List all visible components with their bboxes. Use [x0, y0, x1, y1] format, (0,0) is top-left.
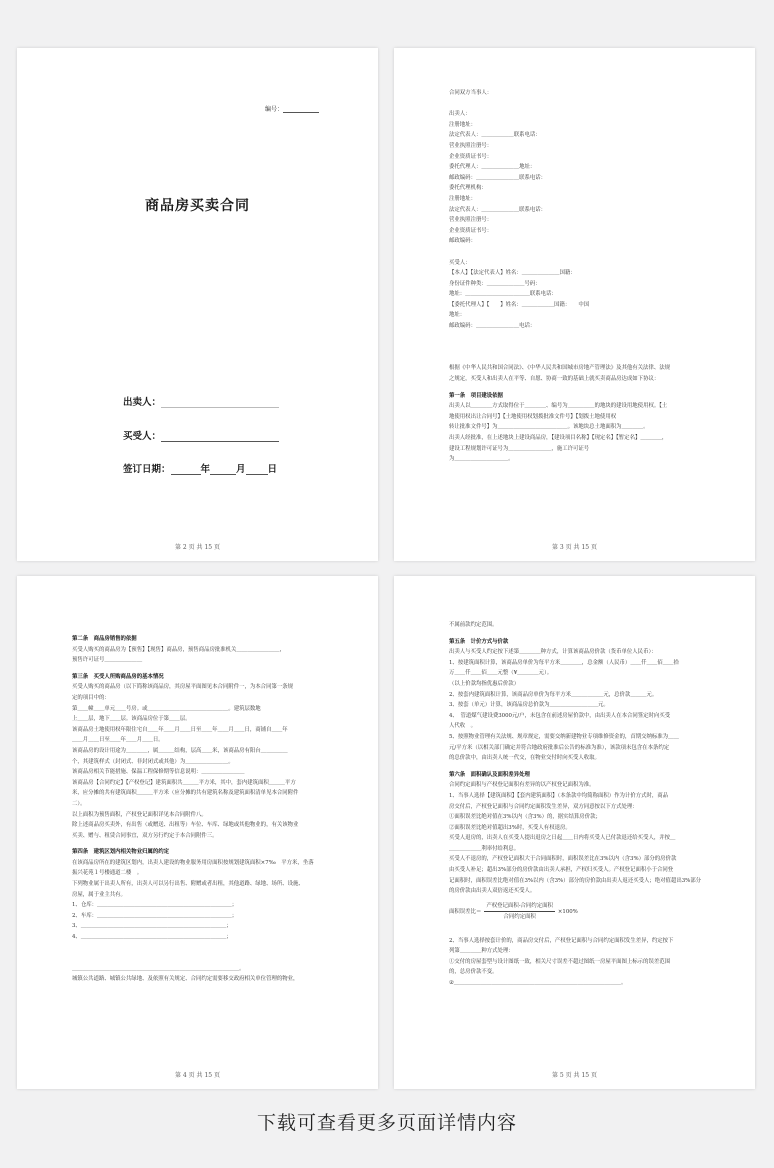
text-line: 二）。: [72, 800, 86, 807]
text-line: 人代收 。: [449, 723, 476, 730]
text-line: [449, 332, 705, 343]
page-number: 第 2 页 共 15 页: [175, 544, 220, 551]
text-line: [72, 953, 328, 964]
text-line: 为＿＿＿＿＿＿＿＿＿＿。: [449, 456, 514, 463]
text-line: [449, 342, 705, 353]
download-caption: 下载可查看更多页面详情内容: [256, 1112, 517, 1134]
text-line: 房交付后，产权登记面积与合同约定面积发生差异，双方同意按以下方式处理：: [449, 803, 638, 810]
text-line: ＿＿＿＿＿＿＿＿＿＿＿＿＿＿＿＿＿＿＿＿＿＿＿＿＿＿＿＿＿＿＿。: [72, 965, 245, 972]
text-line: 委托代理人：＿＿＿＿＿＿＿地址：: [449, 164, 536, 171]
contract-page-4: [17, 576, 378, 1089]
text-line: 【委托代理人】【 】姓名：＿＿＿＿＿＿国籍： 中国: [449, 301, 590, 308]
text-line: 该商品房的设计用途为＿＿＿＿，属＿＿＿结构，层高＿＿米，该商品房有阳台＿＿＿＿＿: [72, 747, 288, 754]
text-line: 地址：: [449, 312, 466, 319]
buyer-label: 买受人：: [123, 431, 162, 442]
text-line: ＿＿＿＿＿＿利率付给利息。: [449, 845, 520, 852]
text-line: 之规定，买受人和出卖人在平等、自愿、协商一致的基础上就买卖商品房达成如下协议：: [449, 376, 660, 383]
text-line: 的总价款中，由出卖人统一代交，在物业交付时向买受人收取。: [449, 755, 600, 762]
text-line: [449, 353, 705, 364]
text-line: 1、当事人选择【建筑面积】【套内建筑面积】（本条款中均简称面积）作为计价方式时，商品: [449, 792, 669, 799]
area-error-formula: 面积误差比＝ $\frac{\text{产权登记面积-合同约定面积}}{\text{合同约定面积}}$ ×100%: [449, 902, 578, 921]
text-line: 营业执照注册号：: [449, 142, 493, 149]
text-line: 法定代表人：＿＿＿＿＿＿联系电话：: [449, 132, 541, 139]
section-heading: 第三条 买受人所购商品房的基本情况: [72, 673, 164, 680]
text-line: 振兴花苑１号楼通道二楼 。: [72, 870, 143, 877]
text-line: 5、按照物业管理有关法规、规章规定，需要交纳新建物业专项维修资金的，首期交纳标准为＿＿: [449, 733, 679, 740]
text-line: 以上面积为预售面积，产权登记面积详见本合同附件八。: [72, 811, 207, 818]
text-line: [72, 943, 328, 954]
text-line: ＿＿月＿＿日至＿＿年＿＿月＿＿日。: [72, 737, 164, 744]
text-line: 出卖人以＿＿＿＿方式取得位于＿＿＿＿、编号为＿＿＿＿＿的地块的建设用地使用权。【土: [449, 403, 668, 410]
text-line: 2、当事人选择按套计价的，商品房交付后，产权登记面积与合同约定面积发生差异，约定按下: [449, 937, 674, 944]
text-line: 【本人】【法定代表人】姓名：＿＿＿＿＿＿＿国籍：: [449, 270, 576, 277]
text-line: 邮政编码：＿＿＿＿＿＿＿＿电话：: [449, 323, 536, 330]
text-line: 注册地址：: [449, 195, 476, 202]
text-line: 该商品房【合同约定】【产权登记】建筑面积共＿＿＿平方米，其中，套内建筑面积＿＿＿平方: [72, 779, 296, 786]
text-line: 买受人不退房的，产权登记面积大于合同面积时，面积误差比在3%以内（含3%）部分的房价款: [449, 856, 677, 863]
buyer-blank: [161, 432, 279, 442]
text-line: 房屋，属于业主共有。: [72, 891, 126, 898]
text-line: 下列物业属于出卖人所有，出卖人可以另行出售、附赠或者出租，其他道路、绿地、场所、设施、: [72, 881, 304, 888]
text-line: 由买受人补足；超出3%部分的房价款由出卖人承担，产权归买受人。产权登记面积小于合同登: [449, 867, 674, 874]
text-line: 3、＿＿＿＿＿＿＿＿＿＿＿＿＿＿＿＿＿＿＿＿＿＿＿＿＿＿＿；: [72, 923, 232, 930]
text-line: 法定代表人：＿＿＿＿＿＿＿联系电话：: [449, 206, 547, 213]
text-line: 企业资质证书号：: [449, 227, 493, 234]
page-body: [449, 88, 705, 465]
text-line: 在该商品房所在的建筑区划内，出卖人建设的物业服务用房面积按规划建筑面积×7‰ 平方米，坐落: [72, 859, 314, 866]
text-line: [449, 99, 705, 110]
page-number: 第 5 页 共 15 页: [552, 1072, 597, 1079]
text-line: ②面积误差比绝对值超出3%时，买受人有权退房。: [449, 824, 571, 831]
text-line: 买受人：: [449, 259, 471, 266]
page-number: 第 3 页 共 15 页: [552, 544, 597, 551]
intro-line: 不属前款约定范围。: [449, 622, 498, 628]
section-heading: 第六条 面积确认及面积差异处理: [449, 771, 530, 778]
text-line: 合同约定面积与产权登记面积有差异的以产权登记面积为准。: [449, 782, 595, 789]
text-line: 出卖人：: [449, 111, 471, 118]
text-line: 的房价款由出卖人双倍返还买受人。: [449, 888, 536, 895]
text-line: 4、＿＿＿＿＿＿＿＿＿＿＿＿＿＿＿＿＿＿＿＿＿＿＿＿＿＿＿；: [72, 934, 232, 941]
seller-label: 出卖人：: [123, 397, 162, 408]
text-line: 该商品房相关节能措施、保温工程保修期等信息说明：＿＿＿＿＿＿＿＿: [72, 769, 245, 776]
text-line: 该商品房土地使用权年限住宅自＿＿年＿＿月＿＿日至＿＿年＿＿月＿＿日，商铺自＿＿年: [72, 726, 288, 733]
section-heading: 第一条 项目建设依据: [449, 392, 503, 399]
page-number: 第 4 页 共 15 页: [175, 1072, 220, 1079]
text-line: 4、 管道煤气建设费3000元/户，未包含在前述房屋价款中，由出卖人在本合同签定时向买受: [449, 712, 671, 719]
text-line: 买受人购买的商品房为【预售】【现售】商品房，预售商品房批准机关＿＿＿＿＿＿＿＿，: [72, 646, 285, 653]
text-line: 企业资质证书号：: [449, 153, 493, 160]
text-line: 2、按套内建筑面积计算，该商品房单价为每平方米＿＿＿＿＿＿元，总价款＿＿＿元。: [449, 691, 658, 698]
text-line: 建设工程规划许可证号为＿＿＿＿＿＿＿＿，施工许可证号: [449, 445, 590, 452]
text-line: 买受人退房的，出卖人在买受人提出退房之日起＿＿日内将买受人已付款退还给买受人，并按＿: [449, 835, 676, 842]
text-line: 营业执照注册号：: [449, 217, 493, 224]
text-line: [449, 247, 705, 258]
text-line: 3、按套（单元）计算，该商品房总价款为＿＿＿＿＿＿＿＿＿元。: [449, 702, 609, 709]
text-line: 2、车库：＿＿＿＿＿＿＿＿＿＿＿＿＿＿＿＿＿＿＿＿＿＿＿＿＿；: [72, 912, 238, 919]
contract-title: 商品房买卖合同: [145, 198, 250, 214]
text-line: 定的项目中的：: [72, 694, 110, 701]
text-line: 上＿＿层，地下＿＿层。该商品房位于第＿＿层。: [72, 716, 191, 723]
sign-date-field: 签订日期： 年 月 日: [123, 464, 278, 475]
text-line: 个，其建筑样式（封闭式、非封闭式或其他）为＿＿＿＿＿＿＿＿。: [72, 758, 234, 765]
section-heading: 第二条 商品房销售的依据: [72, 636, 137, 642]
text-line: ②＿＿＿＿＿＿＿＿＿＿＿＿＿＿＿＿＿＿＿＿＿＿＿＿＿＿＿＿＿＿＿。: [449, 980, 627, 986]
text-line: 城镇公共道路、城镇公共绿地、及依照有关规定、合同约定需要移交政府相关单位管理的物业，: [72, 976, 299, 983]
text-line: 注册地址：: [449, 121, 476, 128]
serial-number-field: [265, 104, 319, 113]
text-line: （以上价款均指优惠后价款）: [449, 680, 520, 687]
text-line: 邮政编码：＿＿＿＿＿＿＿＿联系电话：: [449, 174, 547, 181]
text-line: 第＿＿幢＿＿单元＿＿号房。或＿＿＿＿＿＿＿＿＿＿＿＿＿＿＿。建筑层数地: [72, 705, 261, 712]
text-line: 根据《中华人民共和国合同法》、《中华人民共和国城市房地产管理法》及其他有关法律、法规: [449, 365, 671, 372]
serial-blank: [283, 105, 319, 113]
text-line: 地使用权出让合同号】【土地使用权划拨批准文件号】【划拨土地使用权: [449, 413, 617, 420]
text-line: 米，应分摊的共有建筑面积＿＿＿平方米（应分摊的共有建筑名称及建筑面积清单见本合同附件: [72, 790, 299, 797]
text-line: ①面积误差比绝对值在3%以内（含3%）的，据实结算房价款；: [449, 814, 601, 821]
text-line: 委托代理机构：: [449, 185, 487, 192]
text-line: 转让批准文件号】为＿＿＿＿＿＿＿＿＿＿＿＿＿。该地块总土地面积为＿＿＿＿。: [449, 424, 649, 431]
seller-blank: [161, 398, 279, 408]
text-line: 买受人购买的商品房（以下简称该商品房，其房屋平面图见本合同附件一，为本合同第一条规: [72, 684, 294, 691]
date-label: 签订日期：: [123, 464, 171, 475]
text-line: 的，总房价款不变。: [449, 969, 498, 976]
text-line: 除上述商品房买卖外，有出售（或赠送、出租等）车位、车库、绿地或其他物业的，有关该物业: [72, 822, 299, 829]
text-line: 记面积时，面积误差比绝对值在3%以内（含3%）部分的房价款由出卖人返还买受人；绝对值超出3%部分: [449, 877, 702, 884]
text-line: 元/平方米（以相关部门确定并符合地政府批准后公告的标准为准），该款项未包含在本条约定: [449, 744, 670, 751]
serial-label: 编号：: [265, 106, 284, 113]
text-line: 邮政编码：: [449, 238, 476, 245]
text-line: 预售许可证号＿＿＿＿＿＿＿: [72, 657, 143, 664]
text-line: 地址：＿＿＿＿＿＿＿＿＿＿＿＿联系电话：: [449, 291, 557, 298]
text-line: 买卖、赠与、租赁合同事宜，双方另行约定于本合同附件三。: [72, 832, 218, 839]
section-heading: 第四条 建筑区划内相关物业归属的约定: [72, 849, 170, 856]
contract-page-5: [394, 576, 755, 1089]
page-body: [449, 620, 705, 989]
section-heading: 第五条 计价方式与价款: [449, 638, 509, 645]
text-line: 出卖人经批准，在上述地块上建设商品房，【建设项目名称】【现定名】【暂定名】＿＿＿＿，: [449, 435, 668, 441]
buyer-field: [123, 428, 279, 442]
text-line: ①交付的房屋套型与设计图纸一致，相关尺寸误差不超过图纸一房屋平面图上标示的误差范围: [449, 958, 671, 965]
contract-page-3: [394, 48, 755, 561]
text-line: 合同双方当事人：: [449, 90, 493, 96]
text-line: 万＿＿仟＿＿佰＿＿元整（¥＿＿＿＿元）。: [449, 670, 553, 677]
text-line: 列第＿＿＿＿种方式处理：: [449, 948, 514, 955]
text-line: 身份证件种类：＿＿＿＿＿＿＿号码：: [449, 280, 541, 287]
text-line: [449, 925, 705, 936]
page-body: [72, 628, 328, 985]
seller-field: [123, 394, 279, 408]
text-line: 1、按建筑面积计算，该商品房单价为每平方米＿＿＿＿，总金额（人民币）＿＿仟＿＿佰＿＿拾: [449, 659, 679, 666]
contract-cover-page: [17, 48, 378, 561]
text-line: 1、仓库：＿＿＿＿＿＿＿＿＿＿＿＿＿＿＿＿＿＿＿＿＿＿＿＿＿；: [72, 902, 238, 909]
text-line: 出卖人与买受人约定按下述第＿＿＿＿种方式，计算该商品房价款（货币单位人民币）：: [449, 649, 657, 656]
